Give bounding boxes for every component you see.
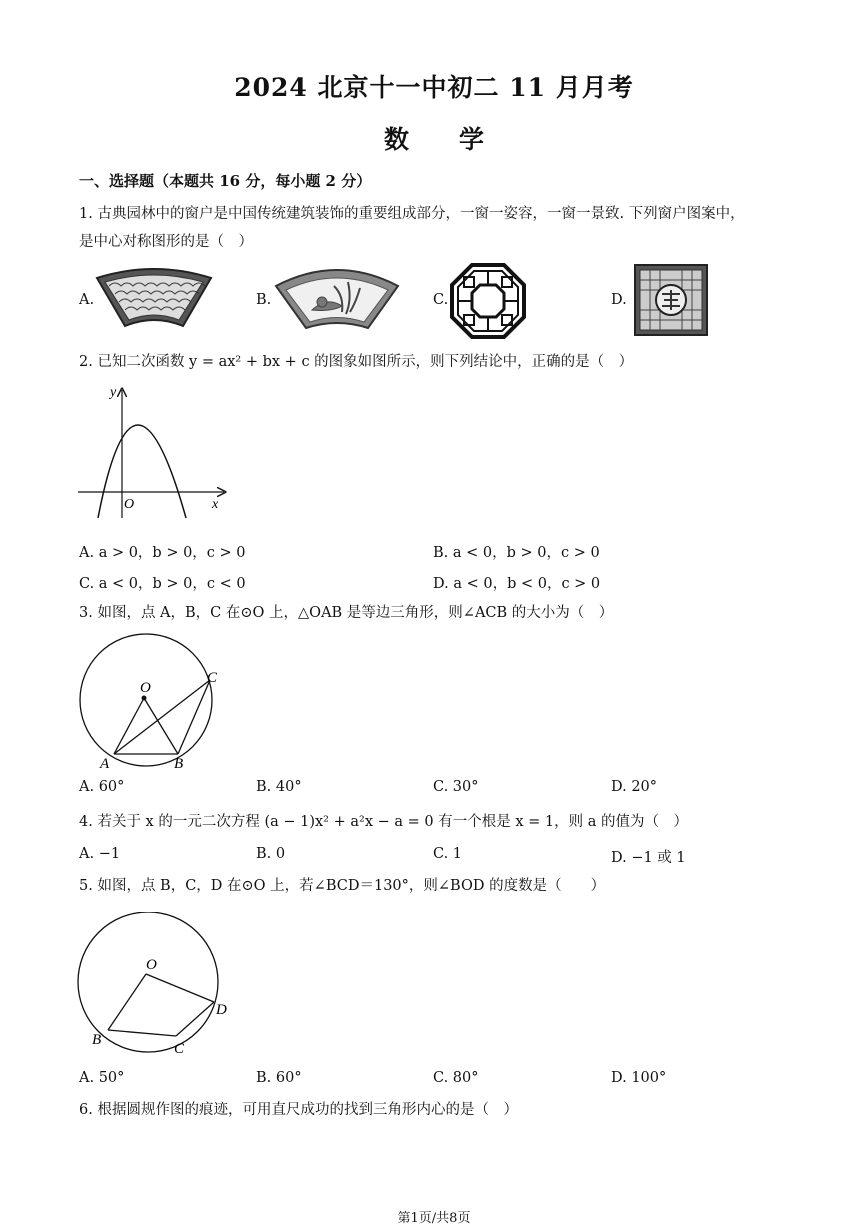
exam-title: 2024 北京十一中初二 11 月月考 bbox=[234, 73, 634, 102]
point-o-label: O bbox=[146, 957, 157, 973]
q2-option-a: A. a > 0，b > 0，c > 0 bbox=[79, 545, 246, 561]
q4-option-b: B. 0 bbox=[256, 846, 286, 862]
q5-option-a: A. 50° bbox=[79, 1070, 125, 1086]
square-window-image bbox=[634, 264, 708, 336]
q6-stem: 6. 根据圆规作图的痕迹，可用直尺成功的找到三角形内心的是（ ） bbox=[79, 1102, 518, 1118]
q3-option-c: C. 30° bbox=[433, 779, 479, 795]
point-b-label: B bbox=[92, 1032, 102, 1048]
q1-line1: 1. 古典园林中的窗户是中国传统建筑装饰的重要组成部分，一窗一姿容，一窗一景致. 下列窗户图案中， bbox=[79, 206, 745, 222]
q1-option-b: B. bbox=[256, 292, 272, 308]
fan-window-scales-image bbox=[93, 268, 215, 330]
q5-option-c: C. 80° bbox=[433, 1070, 479, 1086]
q2-option-b: B. a < 0，b > 0，c > 0 bbox=[433, 545, 600, 561]
q3-option-d: D. 20° bbox=[611, 779, 658, 795]
q2-stem: 2. 已知二次函数 y = ax² + bx + c 的图象如图所示，则下列结论中，正确的是（ ） bbox=[79, 354, 634, 370]
point-a-label: A bbox=[100, 756, 110, 772]
q5-stem: 5. 如图，点 B，C，D 在⊙O 上，若∠BCD＝130°，则∠BOD 的度数是（ ） bbox=[79, 878, 606, 894]
point-c-label: C bbox=[207, 670, 218, 686]
q1-option-c: C. bbox=[433, 292, 449, 308]
q3-stem: 3. 如图，点 A，B，C 在⊙O 上，△OAB 是等边三角形，则∠ACB 的大小为（ ） bbox=[79, 605, 614, 621]
q2-option-c: C. a < 0，b > 0，c < 0 bbox=[79, 576, 246, 592]
q4-stem: 4. 若关于 x 的一元二次方程 (a − 1)x² + a²x − a = 0 有一个根是 x = 1，则 a 的值为（ ） bbox=[79, 814, 688, 830]
point-o-label: O bbox=[140, 680, 151, 696]
q1-option-a: A. bbox=[79, 292, 95, 308]
octagon-window-image bbox=[450, 263, 526, 339]
q1-option-d: D. bbox=[611, 292, 627, 308]
q4-option-a: A. −1 bbox=[79, 846, 121, 862]
fan-window-orchid-image bbox=[272, 266, 402, 332]
q3-option-a: A. 60° bbox=[79, 779, 125, 795]
x-axis-label: x bbox=[212, 497, 219, 512]
point-d-label: D bbox=[216, 1002, 227, 1018]
q5-circle-diagram bbox=[76, 912, 238, 1062]
parabola-curve bbox=[98, 425, 186, 518]
q3-circle-diagram bbox=[76, 630, 236, 776]
q3-option-b: B. 40° bbox=[256, 779, 302, 795]
point-b-label: B bbox=[174, 756, 184, 772]
q5-option-b: B. 60° bbox=[256, 1070, 302, 1086]
q2-option-d: D. a < 0，b < 0，c > 0 bbox=[433, 576, 601, 592]
origin-label: O bbox=[124, 497, 135, 512]
point-c-label: C bbox=[174, 1041, 185, 1057]
section-heading: 一、选择题（本题共 16 分，每小题 2 分） bbox=[79, 172, 372, 190]
q4-option-d: D. −1 或 1 bbox=[611, 850, 686, 866]
q4-option-c: C. 1 bbox=[433, 846, 463, 862]
q1-line2: 是中心对称图形的是（ ） bbox=[79, 234, 253, 250]
y-axis-label: y bbox=[110, 385, 117, 400]
q5-option-d: D. 100° bbox=[611, 1070, 667, 1086]
parabola-graph bbox=[76, 382, 236, 522]
page-footer: 第1页/共8页 bbox=[397, 1211, 471, 1226]
subject-title: 数 学 bbox=[383, 125, 484, 154]
